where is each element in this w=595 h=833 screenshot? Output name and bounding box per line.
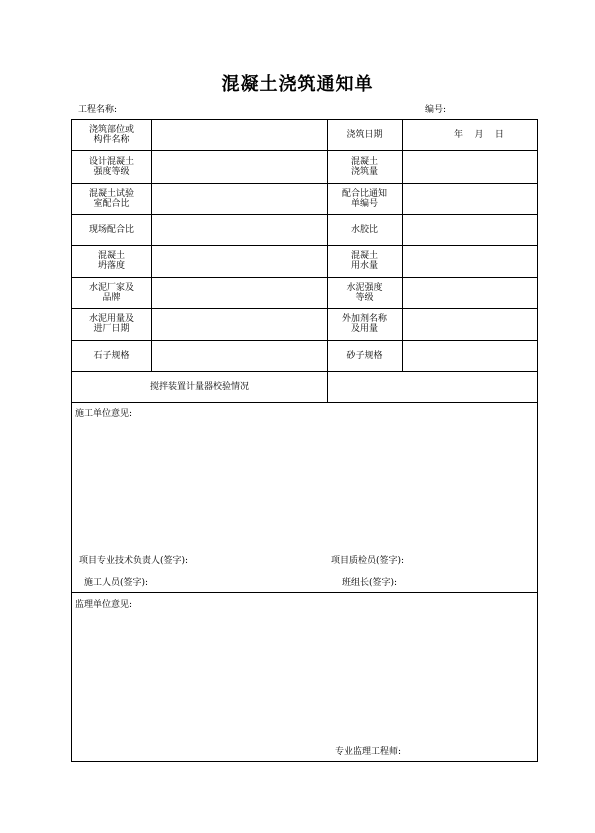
label-sand-spec: 砂子规格 (346, 350, 383, 361)
supervising-engineer-label: 专业监理工程师: (335, 747, 402, 757)
label-cement-grade: 水泥强度 等级 (346, 282, 383, 303)
number-label: 编号: (425, 105, 447, 115)
value-cement-grade[interactable] (402, 277, 539, 308)
label-cement-brand: 水泥厂家及 品牌 (88, 282, 134, 303)
tech-lead-signature-label: 项目专业技术负责人(签字): (79, 556, 189, 566)
value-sand-spec[interactable] (402, 340, 539, 371)
label-lab-mix-ratio: 混凝土试验 室配合比 (88, 188, 134, 209)
constructor-signature-label: 施工人员(签字): (84, 578, 149, 588)
value-pour-location[interactable] (151, 120, 327, 150)
supervision-opinion-field[interactable] (72, 612, 539, 742)
value-design-strength[interactable] (151, 150, 327, 183)
construction-opinion-field[interactable] (72, 420, 539, 550)
section-divider (72, 592, 537, 593)
label-water-binder-ratio: 水胶比 (350, 224, 378, 235)
label-pour-date: 浇筑日期 (346, 130, 383, 140)
value-slump[interactable] (151, 245, 327, 277)
value-lab-mix-ratio[interactable] (151, 183, 327, 214)
label-water-content: 混凝土 用水量 (350, 251, 378, 271)
supervision-opinion-heading: 监理单位意见: (75, 600, 133, 610)
label-slump: 混凝土 坍落度 (97, 251, 125, 271)
value-pour-volume[interactable] (402, 150, 539, 183)
value-admixture[interactable] (402, 308, 539, 340)
label-site-mix-ratio: 现场配合比 (88, 224, 134, 235)
label-gravel-spec: 石子规格 (93, 350, 130, 361)
value-cement-brand[interactable] (151, 277, 327, 308)
value-water-content[interactable] (402, 245, 539, 277)
value-site-mix-ratio[interactable] (151, 214, 327, 245)
label-cement-amount-date: 水泥用量及 进厂日期 (88, 314, 134, 334)
value-water-binder-ratio[interactable] (402, 214, 539, 245)
value-cement-amount-date[interactable] (151, 308, 327, 340)
label-admixture: 外加剂名称 及用量 (341, 314, 387, 334)
label-pour-location: 浇筑部位或 构件名称 (88, 125, 134, 145)
notice-form-table (71, 119, 538, 762)
label-pour-volume: 混凝土 浇筑量 (350, 156, 378, 177)
document-title: 混凝土浇筑通知单 (221, 74, 374, 95)
value-gravel-spec[interactable] (151, 340, 327, 371)
label-mixer-calibration: 搅拌装置计量器校验情况 (149, 381, 249, 392)
value-mix-notice-number[interactable] (402, 183, 539, 214)
quality-inspector-signature-label: 项目质检员(签字): (331, 556, 405, 566)
value-pour-date[interactable]: 年 月 日 (454, 130, 504, 140)
label-design-strength: 设计混凝土 强度等级 (88, 156, 134, 177)
project-name-label: 工程名称: (78, 105, 118, 115)
team-leader-signature-label: 班组长(签字): (342, 578, 398, 588)
label-mix-notice-number: 配合比通知 单编号 (341, 188, 387, 209)
construction-opinion-heading: 施工单位意见: (75, 409, 133, 419)
value-mixer-calibration[interactable] (327, 371, 539, 402)
row-divider (72, 402, 537, 403)
